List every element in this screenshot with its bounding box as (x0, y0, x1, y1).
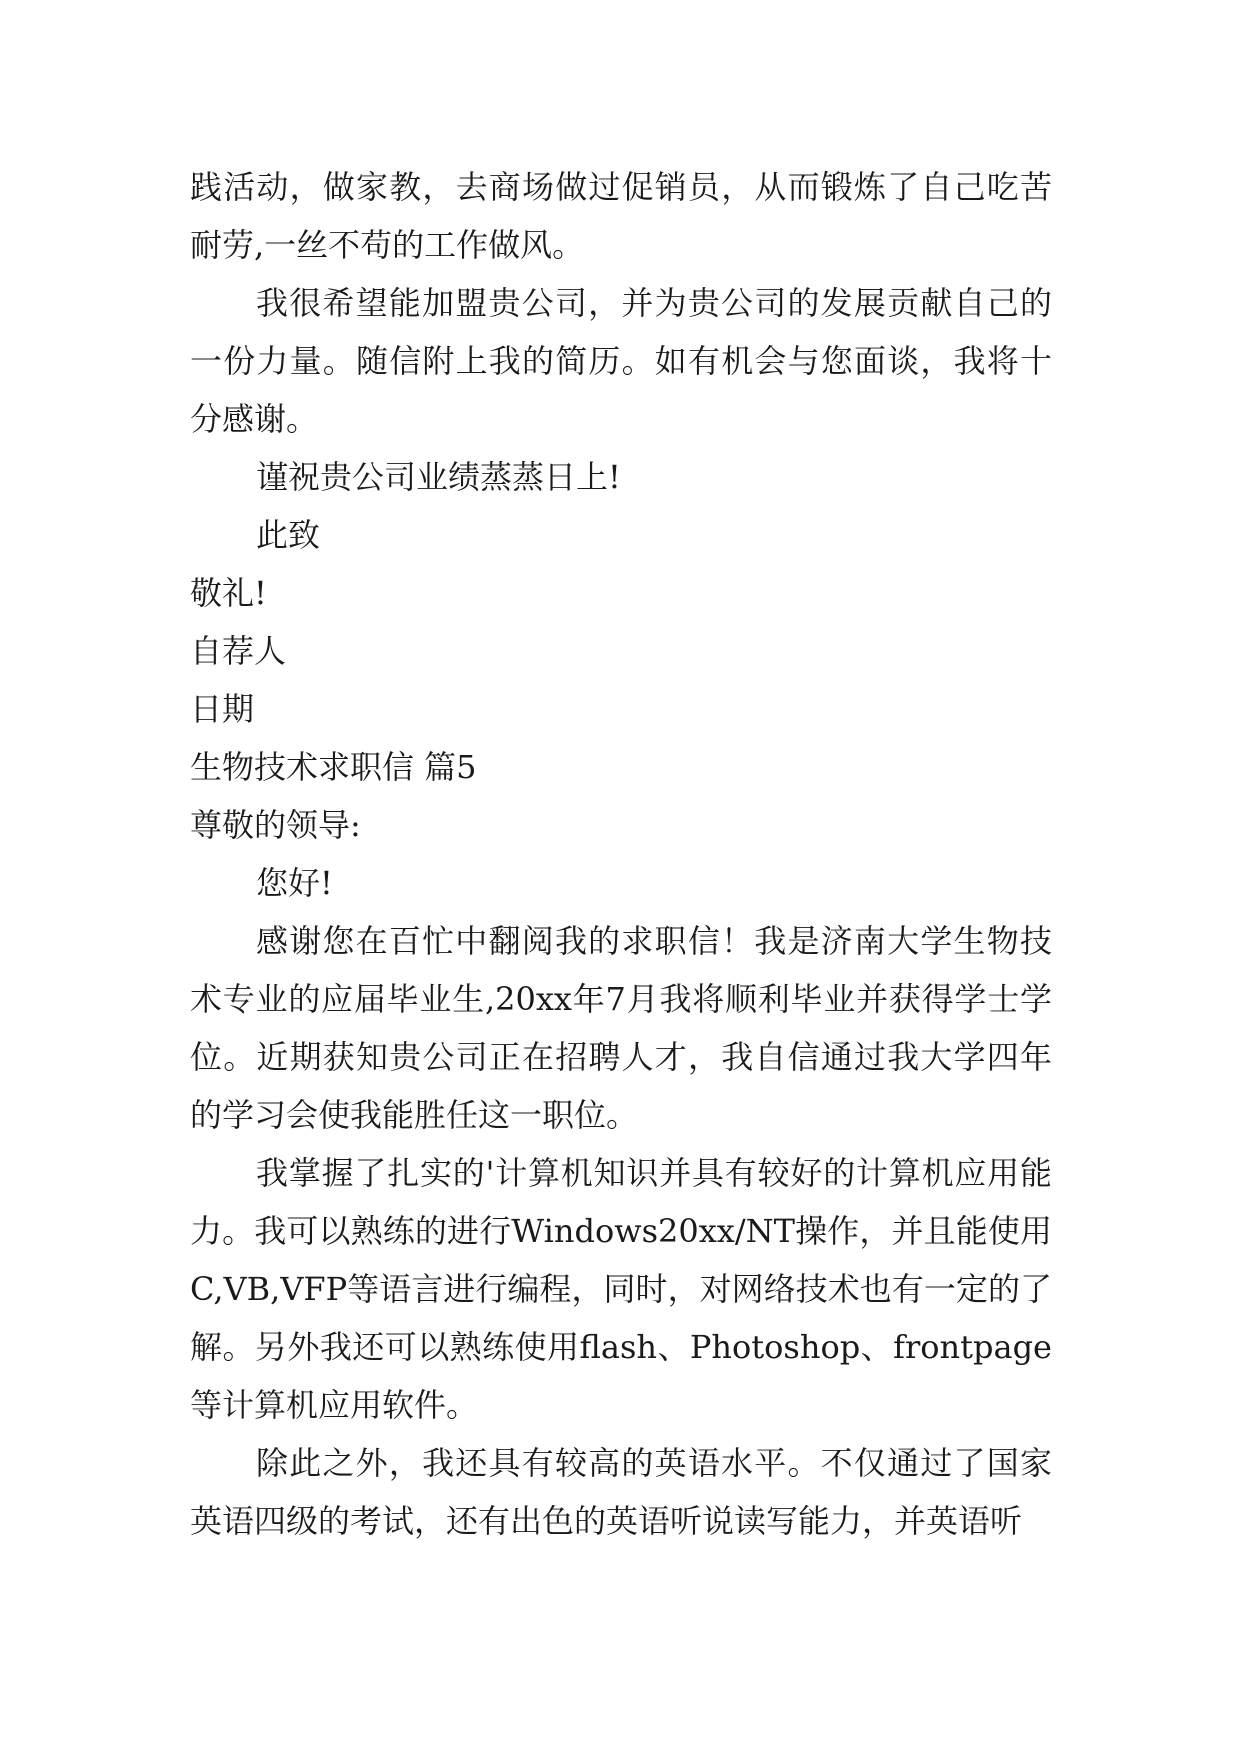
paragraph-english-skills: 除此之外，我还具有较高的英语水平。不仅通过了国家英语四级的考试，还有出色的英语听说读写能力，并英语听 (190, 1444, 1052, 1540)
signature-line: 自荐人 (190, 632, 287, 670)
paragraph-closing-2: 敬礼! (190, 574, 267, 612)
paragraph-1: 践活动，做家教，去商场做过促销员，从而锻炼了自己吃苦耐劳,一丝不苟的工作做风。 (190, 168, 1052, 264)
section-title: 生物技术求职信 篇5 (190, 748, 477, 786)
paragraph-2: 我很希望能加盟贵公司，并为贵公司的发展贡献自己的一份力量。随信附上我的简历。如有机会与您面谈，我将十分感谢。 (190, 284, 1052, 438)
paragraph-closing-1: 此致 (256, 516, 321, 554)
greeting: 您好! (256, 864, 333, 902)
date-line: 日期 (190, 690, 255, 728)
paragraph-intro: 感谢您在百忙中翻阅我的求职信！我是济南大学生物技术专业的应届毕业生,20xx年7月我将顺利毕业并获得学士学位。近期获知贵公司正在招聘人才，我自信通过我大学四年的学习会使我能胜任这一职位。 (190, 922, 1052, 1134)
letter-body (190, 158, 1052, 1550)
paragraph-wishes: 谨祝贵公司业绩蒸蒸日上! (256, 458, 621, 496)
salutation: 尊敬的领导: (190, 806, 361, 844)
paragraph-computer-skills: 我掌握了扎实的'计算机知识并具有较好的计算机应用能力。我可以熟练的进行Windows20xx/NT操作，并且能使用C,VB,VFP等语言进行编程，同时，对网络技术也有一定的了解。另外我还可以熟练使用flash、Photoshop、frontpage等计算机应用软件。 (190, 1154, 1052, 1424)
